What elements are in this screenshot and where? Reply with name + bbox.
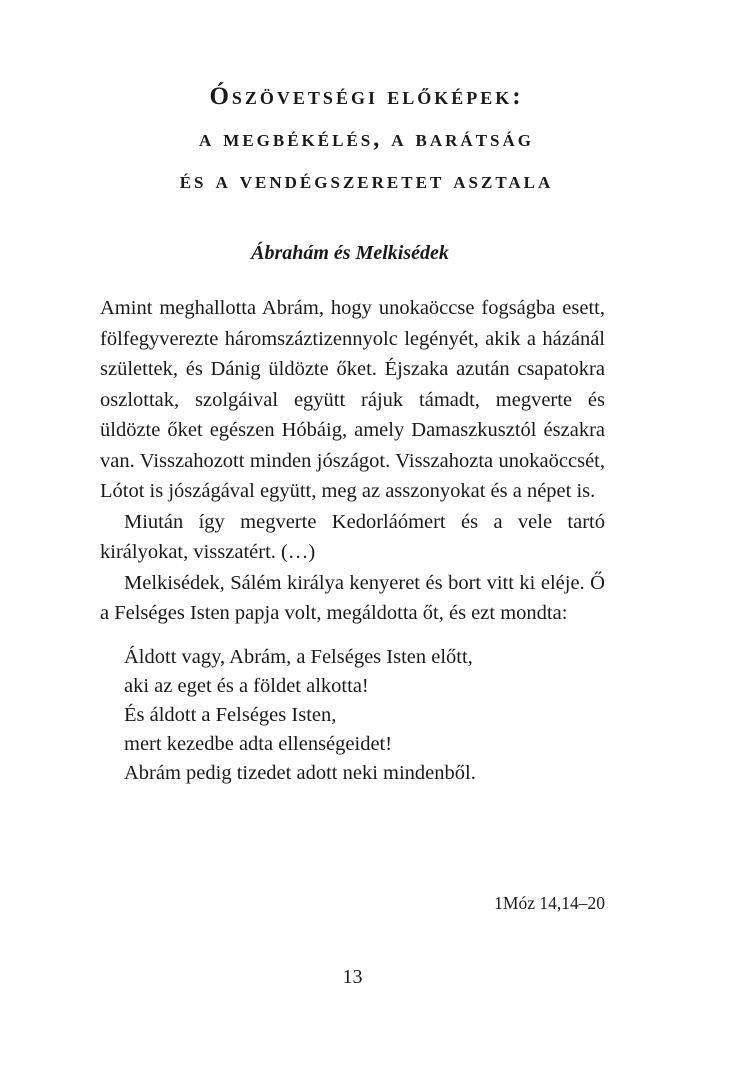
paragraph-1: Amint meghallotta Abrám, hogy unokaöccse fogságba esett, fölfegyverezte háromszáztizennyolc legényét, akik a házánál születtek, és Dánig üldözte őket. Éjszaka azután csapatokra oszlottak, szolgáival együtt rájuk támadt, megverte és üldözte őket egészen Hóbáig, amely Damaszkusztól északra van. Visszahozott minden jószágot. Visszahozta unokaöccsét, Lótot is jószágával együtt, meg az asszonyokat és a népet is. <box>100 297 605 502</box>
page-number: 13 <box>342 966 363 988</box>
chapter-title-line-2: a megbékélés, a barátság <box>199 126 534 152</box>
body-text <box>100 293 605 788</box>
verse-line: Áldott vagy, Abrám, a Felséges Isten előtt, <box>124 645 473 668</box>
verse-line: És áldott a Felséges Isten, <box>124 703 337 726</box>
scripture-reference: 1Móz 14,14–20 <box>494 893 605 913</box>
verse-line: mert kezedbe adta ellenségeidet! <box>124 732 393 755</box>
paragraph-3: Melkisédek, Sálém királya kenyeret és bort vitt ki eléje. Ő a Felséges Isten papja volt, megáldotta őt, és ezt mondta: <box>100 571 605 624</box>
chapter-title-line-3: és a vendégszeretet asztala <box>179 168 554 194</box>
chapter-title <box>100 76 633 202</box>
verse-line: Abrám pedig tizedet adott neki mindenből. <box>124 761 476 784</box>
verse-line: aki az eget és a földet alkotta! <box>124 674 369 697</box>
paragraph-2: Miután így megverte Kedorláómert és a vele tartó királyokat, visszatért. (…) <box>100 510 605 563</box>
section-title: Ábrahám és Melkisédek <box>251 242 449 264</box>
chapter-title-line-1: Ószövetségi előképek: <box>209 83 524 110</box>
verse-block <box>124 643 605 788</box>
